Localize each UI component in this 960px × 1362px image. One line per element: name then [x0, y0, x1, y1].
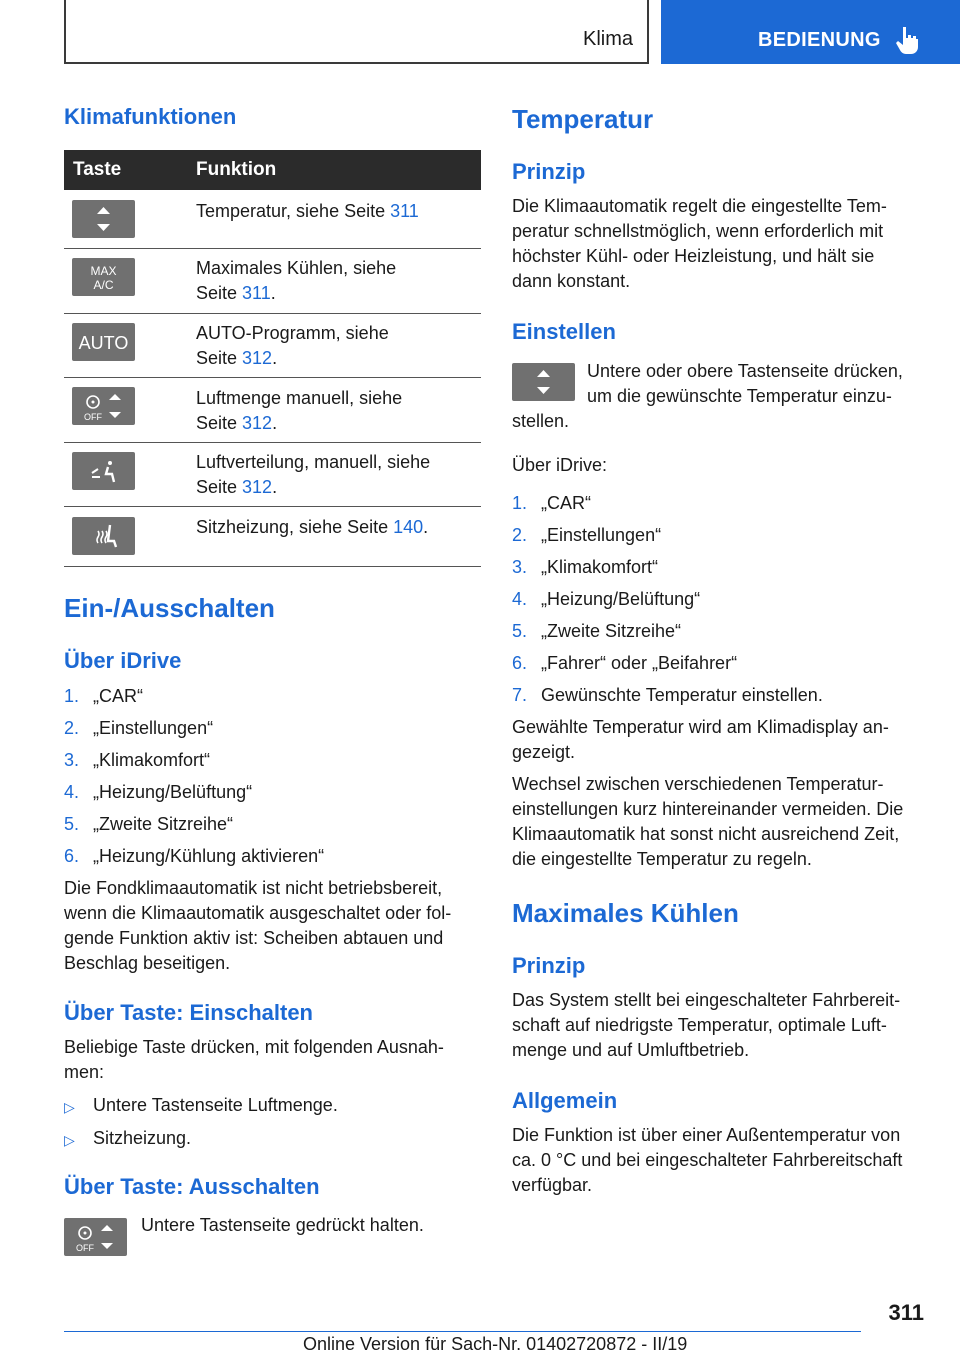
header-chapter-box[interactable] — [661, 0, 960, 64]
climate-functions-table — [64, 150, 481, 567]
list-item: 5. „Zweite Sitzreihe“ — [64, 814, 234, 834]
col-header-key: Taste — [73, 159, 122, 180]
bullet-list-switch-on — [64, 1093, 481, 1159]
row-description: Luftmenge manuell, siehe Seite 312. — [196, 388, 403, 433]
table-row — [64, 190, 481, 249]
list-item: 6. „Heizung/Kühlung aktivieren“ — [64, 846, 325, 866]
table-header — [64, 150, 481, 190]
row-description: Luftverteilung, manuell, siehe Seite 312. — [196, 452, 431, 497]
paragraph-switching-warning: Wechsel zwischen verschiedenen Temperatur- einstellungen kurz hintereinander vermeiden. Die Klimaautomatik hat sonst nicht ausreichend Zeit, die eingestellte Temperatur zu regeln. — [512, 774, 904, 869]
temperature-up-down-icon — [512, 363, 575, 401]
table-row — [64, 378, 481, 443]
air-distribution-icon — [72, 452, 135, 490]
svg-text:AUTO: AUTO — [78, 333, 129, 353]
subsection-title-general: Allgemein — [512, 1088, 618, 1113]
page-link[interactable]: 312 — [242, 413, 273, 433]
paragraph-display: Gewählte Temperatur wird am Klimadisplay an- gezeigt. — [512, 717, 889, 762]
table-row — [64, 443, 481, 507]
footer-divider — [64, 1331, 861, 1332]
paragraph-temperature-principle: Die Klimaautomatik regelt die eingestellte Tem- peratur schnellstmöglich, wenn erforderlich mit höchster Kühl- oder Heizleistung, und hält sie dann konstant. — [512, 196, 887, 291]
subsection-title-principle-2: Prinzip — [512, 953, 586, 978]
climate-functions-title: Klimafunktionen — [64, 104, 237, 129]
fan-off-icon — [72, 387, 135, 425]
section-title-temperature: Temperatur — [512, 104, 654, 134]
svg-text:OFF: OFF — [76, 1243, 94, 1253]
section-title-on-off: Ein-/Ausschalten — [64, 593, 275, 623]
list-item: ▷ Sitzheizung. — [64, 1128, 192, 1148]
list-item: 5. „Zweite Sitzreihe“ — [512, 621, 682, 641]
list-item: 3. „Klimakomfort“ — [512, 557, 659, 577]
page-link[interactable]: 311 — [242, 283, 271, 303]
page-link[interactable]: 311 — [390, 201, 419, 221]
steps-list-on-off — [64, 684, 481, 876]
list-item: 4. „Heizung/Belüftung“ — [64, 782, 253, 802]
paragraph-switch-on: Beliebige Taste drücken, mit folgenden Ausnah- men: — [64, 1037, 444, 1082]
subsection-title-idrive: Über iDrive — [64, 648, 182, 673]
page-link[interactable]: 312 — [242, 348, 273, 368]
footer-text: Online Version für Sach-Nr. 01402720872 - II/19 — [303, 1334, 688, 1354]
row-description: Sitzheizung, siehe Seite 140. — [196, 517, 429, 537]
temperature-up-down-icon — [72, 200, 135, 238]
list-item: 2. „Einstellungen“ — [64, 718, 214, 738]
table-row — [64, 249, 481, 314]
svg-text:OFF: OFF — [84, 412, 102, 422]
svg-text:MAX: MAX — [90, 264, 117, 278]
list-item: 2. „Einstellungen“ — [512, 525, 662, 545]
page-link[interactable]: 140 — [393, 517, 424, 537]
pointing-hand-icon — [894, 25, 922, 55]
list-item: 3. „Klimakomfort“ — [64, 750, 211, 770]
auto-icon — [72, 323, 135, 361]
list-item: 1. „CAR“ — [64, 686, 143, 706]
fan-off-icon — [64, 1218, 127, 1256]
table-row — [64, 507, 481, 567]
list-item: 1. „CAR“ — [512, 493, 591, 513]
paragraph-general: Die Funktion ist über einer Außentemperatur von ca. 0 °C und bei eingeschalteter Fahrbereitschaft verfügbar. — [512, 1125, 903, 1195]
page-number: 311 — [888, 1300, 924, 1325]
subsection-title-switch-on: Über Taste: Einschalten — [64, 1000, 313, 1025]
subsection-title-switch-off: Über Taste: Ausschalten — [64, 1174, 320, 1199]
steps-list-temperature — [512, 491, 932, 715]
table-row — [64, 314, 481, 378]
section-title: Klima — [582, 28, 633, 50]
header-section-box — [64, 0, 649, 64]
svg-text:A/C: A/C — [93, 278, 114, 292]
paragraph-rear-climate: Die Fondklimaautomatik ist nicht betriebsbereit, wenn die Klimaautomatik ausgeschaltet oder fol- gende Funktion aktiv ist: Scheiben abtauen und Beschlag beseitigen. — [64, 878, 452, 973]
section-title-max-cooling: Maximales Kühlen — [512, 898, 739, 928]
list-item: ▷ Untere Tastenseite Luftmenge. — [64, 1095, 338, 1115]
chapter-title: BEDIENUNG — [758, 29, 881, 51]
seat-heating-icon — [72, 517, 135, 555]
list-item: 7. Gewünschte Temperatur einstellen. — [512, 685, 823, 705]
row-description: Maximales Kühlen, siehe Seite 311. — [196, 258, 397, 303]
subsection-title-principle: Prinzip — [512, 159, 586, 184]
paragraph-adjust: Untere oder obere Tastenseite drücken, um die gewünschte Temperatur einzu- — [587, 361, 903, 406]
max-ac-icon — [72, 258, 135, 296]
paragraph-max-cooling-principle: Das System stellt bei eingeschalteter Fahrbereit- schaft auf niedrigste Temperatur, optimale Luft- menge und auf Umluftbetrieb. — [512, 990, 901, 1060]
row-description: AUTO-Programm, siehe Seite 312. — [196, 323, 389, 368]
paragraph-via-idrive: Über iDrive: — [512, 455, 608, 475]
paragraph-adjust-end: stellen. — [512, 411, 570, 431]
paragraph-switch-off: Untere Tastenseite gedrückt halten. — [141, 1215, 424, 1235]
row-description: Temperatur, siehe Seite 311 — [196, 201, 419, 221]
subsection-title-adjust: Einstellen — [512, 319, 616, 344]
col-header-function: Funktion — [196, 159, 277, 180]
page-link[interactable]: 312 — [242, 477, 273, 497]
list-item: 6. „Fahrer“ oder „Beifahrer“ — [512, 653, 738, 673]
list-item: 4. „Heizung/Belüftung“ — [512, 589, 701, 609]
